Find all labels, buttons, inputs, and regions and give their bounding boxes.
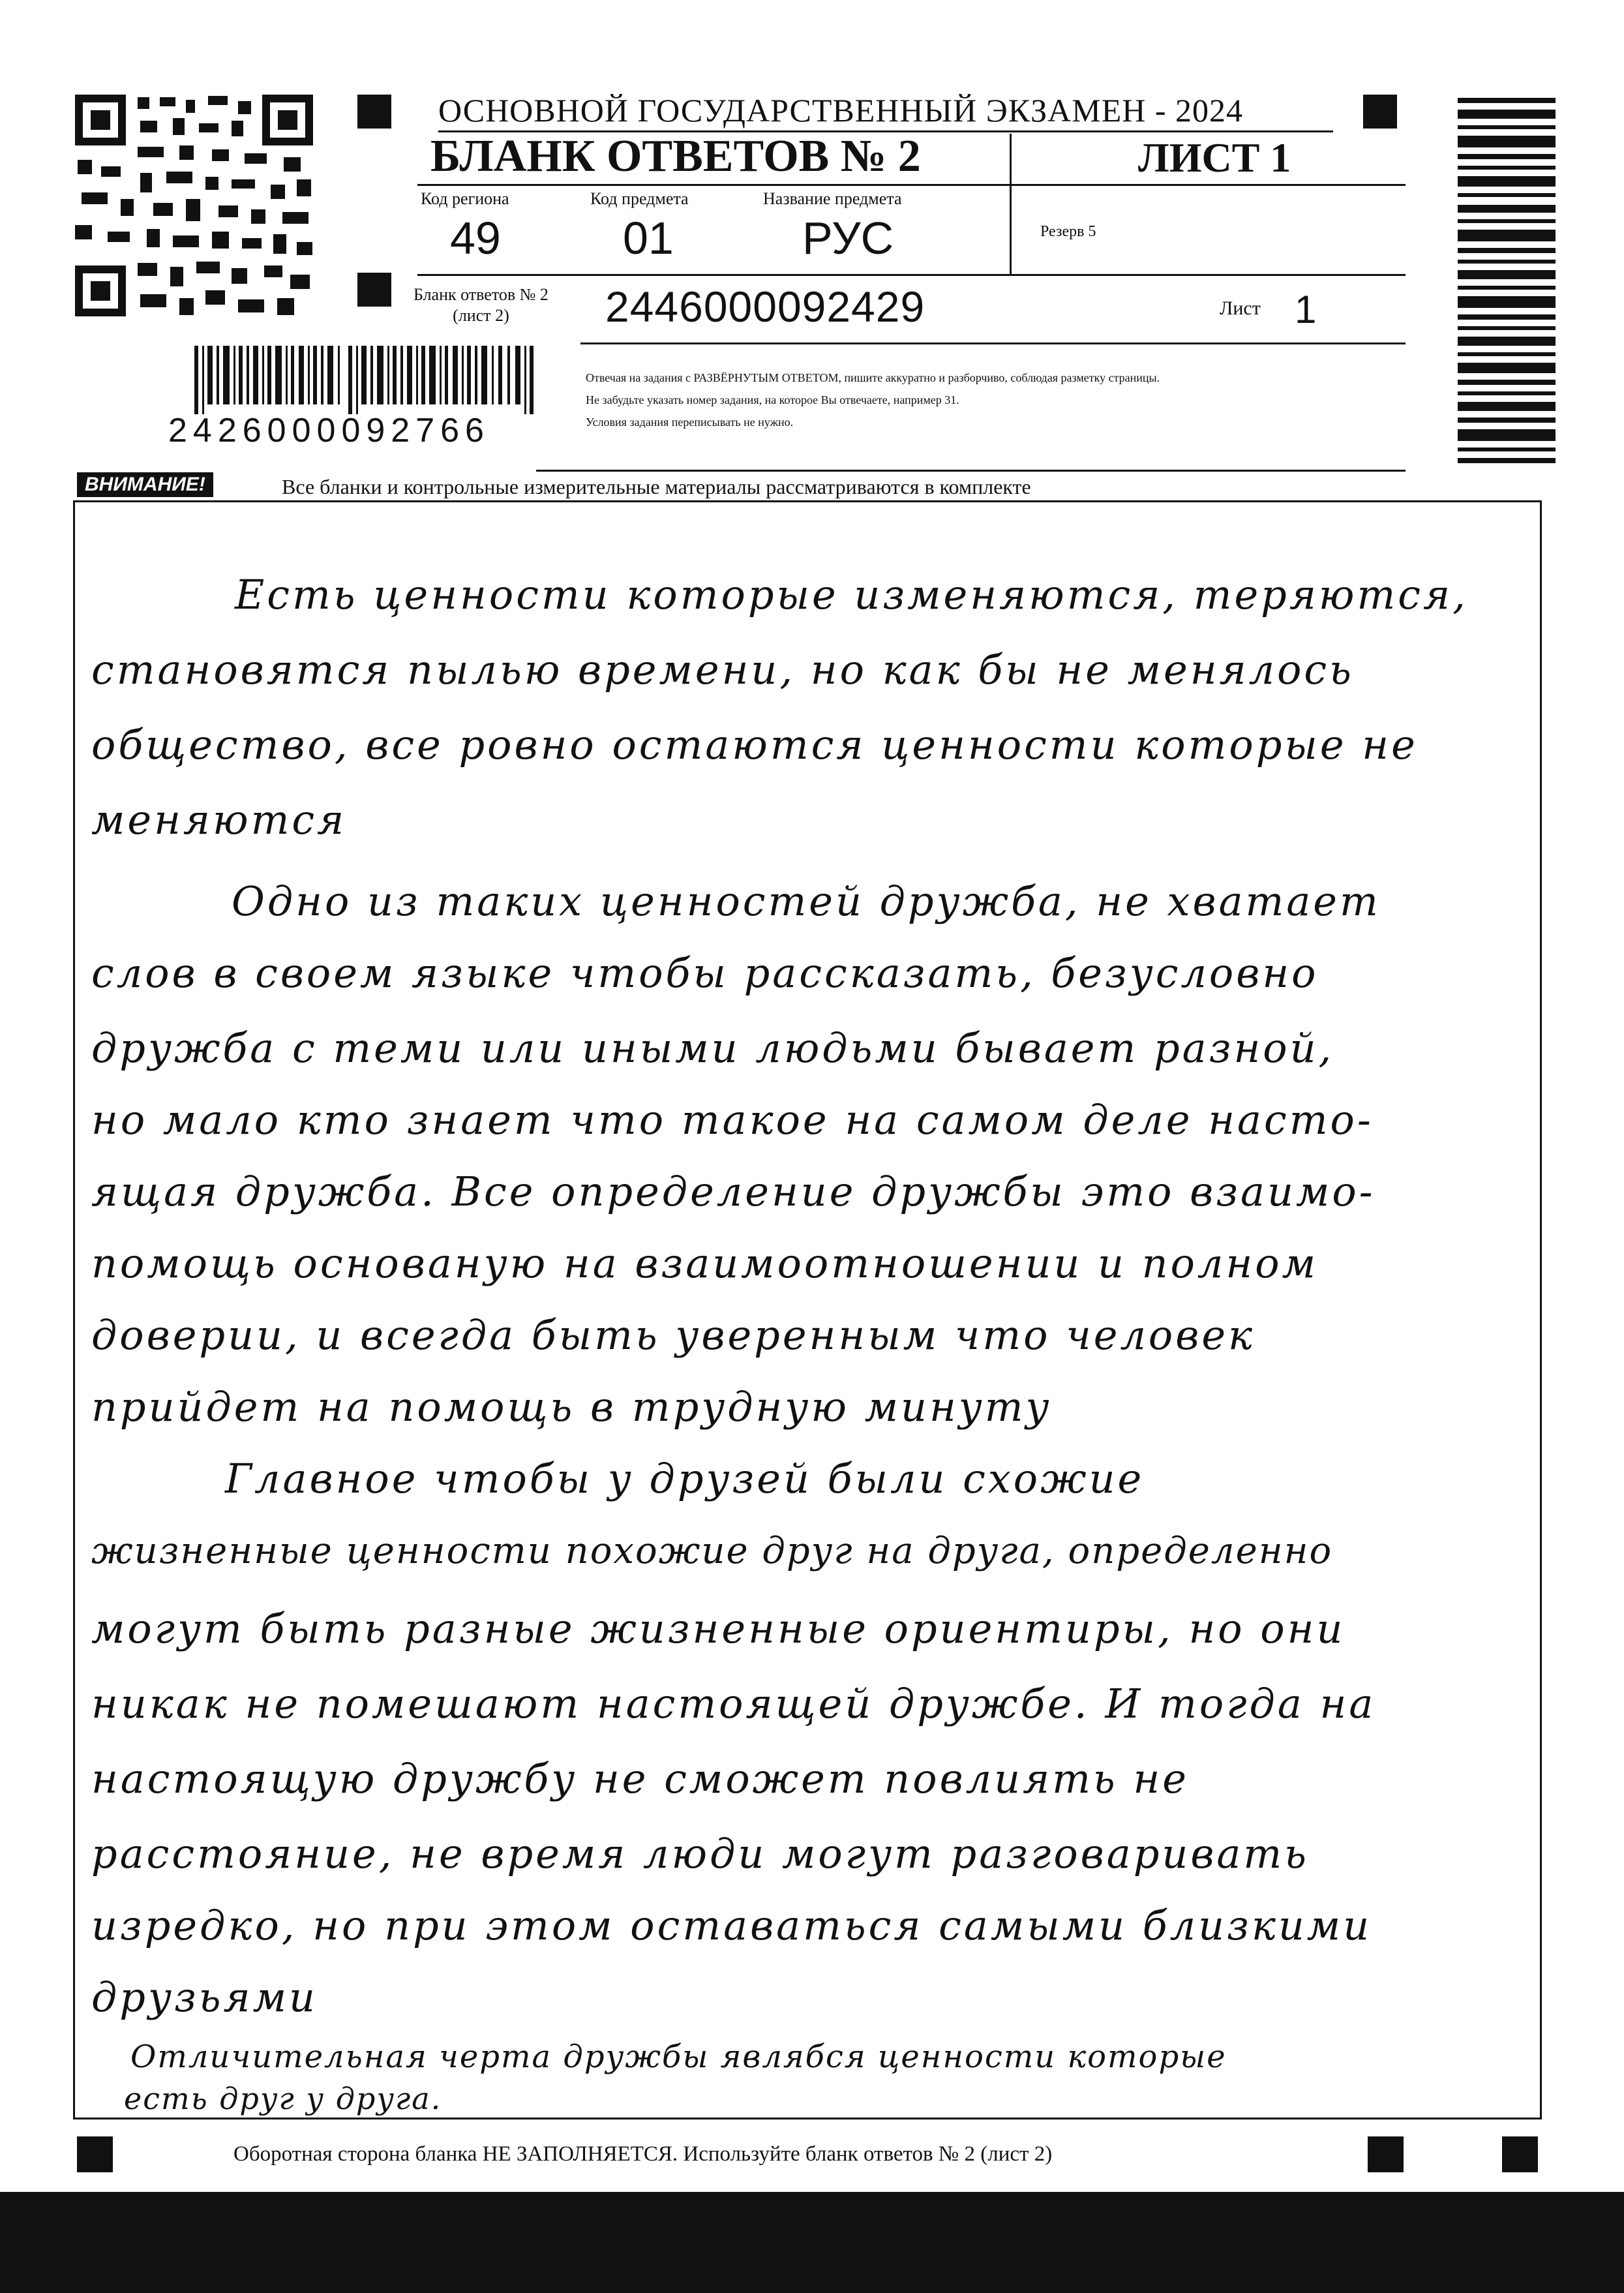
answer-line: прийдет на помощь в трудную минуту xyxy=(91,1383,1052,1431)
answer-line: но мало кто знает что такое на самом деле насто- xyxy=(91,1096,1374,1144)
barcode-number: 2426000092766 xyxy=(168,412,490,449)
subject-name: РУС xyxy=(802,213,894,264)
answer-line: помощь основаную на взаимоотношении и полном xyxy=(91,1239,1318,1287)
instruction-line: Условия задания переписывать не нужно. xyxy=(586,416,794,429)
answer-line: никак не помешают настоящей дружбе. И тогда на xyxy=(91,1680,1376,1727)
answer-line: дружба с теми или иными людьми бывает разной, xyxy=(91,1024,1334,1072)
reserve-label: Резерв 5 xyxy=(1040,223,1096,240)
region-code-label: Код региона xyxy=(421,189,509,208)
footer-text: Оборотная сторона бланка НЕ ЗАПОЛНЯЕТСЯ. Используйте бланк ответов № 2 (лист 2) xyxy=(233,2142,1053,2166)
answer-line: становятся пылью времени, но как бы не менялось xyxy=(91,646,1354,693)
answer-line: расстояние, не время люди могут разговаривать xyxy=(91,1830,1309,1877)
answer-line: есть друг у друга. xyxy=(124,2081,442,2116)
sheet-label: ЛИСТ 1 xyxy=(1138,134,1291,181)
answer-line: Отличительная черта дружбы являбся ценности которые xyxy=(130,2039,1227,2075)
answer-line: меняются xyxy=(91,796,347,843)
next-form-label-line2: (лист 2) xyxy=(453,306,509,325)
answer-line: ящая дружба. Все определение дружбы это взаимо- xyxy=(91,1168,1376,1215)
bottom-band xyxy=(0,2192,1624,2293)
list-label: Лист xyxy=(1220,297,1261,319)
form-title: БЛАНК ОТВЕТОВ № 2 xyxy=(430,131,921,181)
answer-line: Главное чтобы у друзей были схожие xyxy=(225,1455,1145,1502)
marker-square xyxy=(1368,2136,1404,2172)
subject-name-label: Название предмета xyxy=(763,189,902,208)
answer-line: могут быть разные жизненные ориентиры, но они xyxy=(91,1605,1346,1652)
marker-square xyxy=(1502,2136,1538,2172)
answer-line: изредко, но при этом оставаться самыми близкими xyxy=(91,1902,1372,1949)
answer-line: слов в своем языке чтобы рассказать, безусловно xyxy=(91,949,1319,997)
list-number: 1 xyxy=(1295,288,1317,331)
form-number: 2446000092429 xyxy=(605,282,925,331)
answer-line: Есть ценности которые изменяются, теряются, xyxy=(235,571,1468,618)
answer-line: Одно из таких ценностей дружба, не хватает xyxy=(232,877,1381,925)
warning-badge: ВНИМАНИЕ! xyxy=(77,472,213,497)
instruction-line: Отвечая на задания с РАЗВЁРНУТЫМ ОТВЕТОМ, пишите аккуратно и разборчиво, соблюдая разметку страницы. xyxy=(586,371,1160,384)
exam-title: ОСНОВНОЙ ГОСУДАРСТВЕННЫЙ ЭКЗАМЕН - 2024 xyxy=(438,92,1243,129)
warning-text: Все бланки и контрольные измерительные материалы рассматриваются в комплекте xyxy=(282,475,1031,498)
region-code: 49 xyxy=(450,213,501,264)
next-form-label-line1: Бланк ответов № 2 xyxy=(414,285,549,304)
answer-line: жизненные ценности похожие друг на друга, определенно xyxy=(91,1530,1333,1572)
answer-line: общество, все ровно остаются ценности которые не xyxy=(91,721,1418,768)
subject-code-label: Код предмета xyxy=(590,189,689,208)
answer-line: настоящую дружбу не сможет повлиять не xyxy=(91,1755,1189,1802)
marker-square xyxy=(77,2136,113,2172)
instruction-line: Не забудьте указать номер задания, на которое Вы отвечаете, например 31. xyxy=(586,393,959,406)
answer-line: доверии, и всегда быть уверенным что человек xyxy=(91,1311,1256,1359)
subject-code: 01 xyxy=(623,213,674,264)
answer-line: друзьями xyxy=(91,1973,318,2021)
